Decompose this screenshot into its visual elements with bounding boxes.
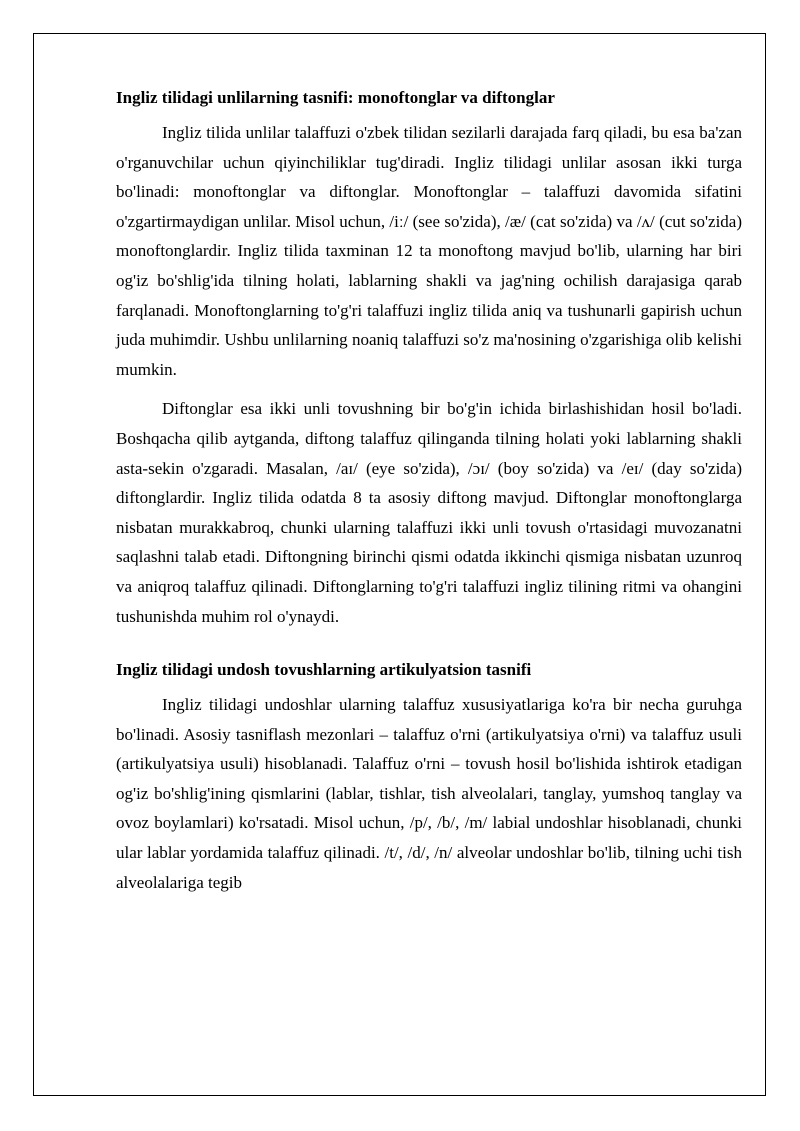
paragraph-diphthongs: Diftonglar esa ikki unli tovushning bir bo'g'in ichida birlashishidan hosil bo'ladi. Boshqacha qilib aytganda, diftong talaffuz qilinganda tilning holati yoki lablarning shakli asta-sekin o'zgaradi. Masalan, /aɪ/ (eye so'zida), /ɔɪ/ (boy so'zida) va /eɪ/ (day so'zida) diftonglardir. Ingliz tilida odatda 8 ta asosiy diftong mavjud. Diftonglar monoftonglarga nisbatan murakkabroq, chunki ularning talaffuzi ikki unli tovush o'rtasidagi muvozanatni saqlashni talab etadi. Diftongning birinchi qismi odatda ikkinchi qismiga nisbatan uzunroq va aniqroq talaffuz qilinadi. Diftonglarning to'g'ri talaffuzi ingliz tilining ritmi va ohangini tushunishda muhim rol o'ynaydi. — [116, 399, 742, 626]
paragraph-consonants: Ingliz tilidagi undoshlar ularning talaffuz xususiyatlariga ko'ra bir necha guruhga bo'linadi. Asosiy tasniflash mezonlari – talaffuz o'rni (artikulyatsiya o'rni) va talaffuz usuli (artikulyatsiya usuli) hisoblanadi. Talaffuz o'rni – tovush hosil bo'lishida ishtirok etadigan og'iz bo'shlig'ining qismlarini (lablar, tishlar, tish alveolalari, tanglay, yumshoq tanglay va ovoz boylamlari) ko'rsatadi. Misol uchun, /p/, /b/, /m/ labial undoshlar hisoblanadi, chunki ular lablar yordamida talaffuz qilinadi. /t/, /d/, /n/ alveolar undoshlar bo'lib, tilning uchi tish alveolalariga tegib — [116, 695, 742, 892]
paragraph-monophthongs: Ingliz tilida unlilar talaffuzi o'zbek tilidan sezilarli darajada farq qiladi, bu esa ba'zan o'rganuvchilar uchun qiyinchiliklar tug'diradi. Ingliz tilidagi unlilar asosan ikki turga bo'linadi: monoftonglar va diftonglar. Monoftonglar – talaffuzi davomida sifatini o'zgartirmaydigan unlilar. Misol uchun, /iː/ (see so'zida), /æ/ (cat so'zida) va /ʌ/ (cut so'zida) monoftonglardir. Ingliz tilida taxminan 12 ta monoftong mavjud bo'lib, ularning har biri og'iz bo'shlig'ida tilning holati, lablarning shakli va jag'ning ochilish darajasiga qarab farqlanadi. Monoftonglarning to'g'ri talaffuzi ingliz tilida aniq va tushunarli gapirish uchun juda muhimdir. Ushbu unlilarning noaniq talaffuzi so'z ma'nosining o'zgarishiga olib kelishi mumkin. — [116, 123, 742, 379]
section-heading-vowels: Ingliz tilidagi unlilarning tasnifi: monoftonglar va diftonglar — [116, 88, 555, 107]
section-heading-consonants: Ingliz tilidagi undosh tovushlarning artikulyatsion tasnifi — [116, 660, 532, 680]
document-body — [116, 78, 742, 897]
